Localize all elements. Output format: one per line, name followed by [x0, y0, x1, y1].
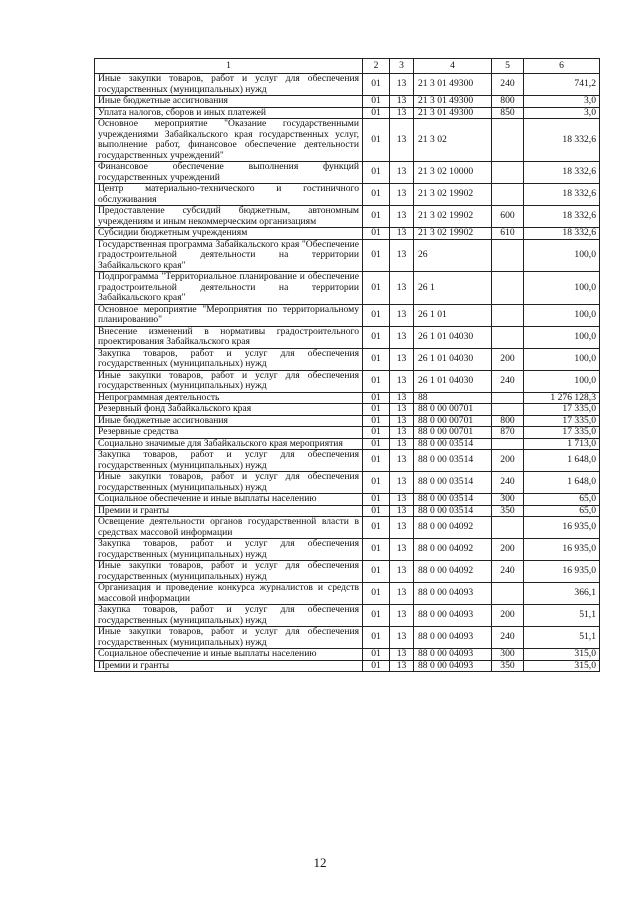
row-amount-cell: 100,0 [524, 304, 600, 326]
row-amount-cell: 3,0 [524, 96, 600, 108]
row-amount-cell: 17 335,0 [524, 415, 600, 427]
row-name-cell: Закупка товаров, работ и услуг для обеспечения государственных (муниципальных) нужд [95, 348, 363, 370]
table-row [95, 627, 600, 649]
table-row [95, 427, 600, 439]
row-amount-cell: 51,1 [524, 627, 600, 649]
table-row [95, 438, 600, 450]
table-row [95, 605, 600, 627]
row-section-cell: 01 [363, 505, 390, 517]
row-amount-cell: 100,0 [524, 326, 600, 348]
row-name-cell: Финансовое обеспечение выполнения функций государственных учреждений [95, 162, 363, 184]
row-article-cell: 88 0 00 00701 [414, 427, 492, 439]
row-name-cell: Иные бюджетные ассигнования [95, 415, 363, 427]
row-amount-cell: 315,0 [524, 660, 600, 672]
row-expense-type-cell: 800 [492, 415, 524, 427]
row-section-cell: 01 [363, 370, 390, 392]
row-article-cell: 88 [414, 392, 492, 404]
table-row [95, 96, 600, 108]
row-amount-cell: 315,0 [524, 649, 600, 661]
row-section-cell: 01 [363, 228, 390, 240]
row-name-cell: Социально значимые для Забайкальского края мероприятия [95, 438, 363, 450]
row-section-cell: 01 [363, 326, 390, 348]
row-name-cell: Государственная программа Забайкальского края "Обеспечение градостроительной деятельности на территории Забайкальского края" [95, 239, 363, 272]
row-section-cell: 01 [363, 660, 390, 672]
row-subsection-cell: 13 [390, 107, 414, 119]
row-expense-type-cell: 350 [492, 505, 524, 517]
table-row [95, 561, 600, 583]
page-number: 12 [313, 855, 327, 870]
row-expense-type-cell [492, 162, 524, 184]
table-row [95, 404, 600, 416]
row-section-cell: 01 [363, 272, 390, 305]
row-article-cell: 21 3 02 10000 [414, 162, 492, 184]
table-row [95, 450, 600, 472]
row-subsection-cell: 13 [390, 239, 414, 272]
row-amount-cell: 17 335,0 [524, 404, 600, 416]
row-section-cell: 01 [363, 96, 390, 108]
row-article-cell: 88 0 00 00701 [414, 404, 492, 416]
row-article-cell: 21 3 02 [414, 119, 492, 162]
row-section-cell: 01 [363, 627, 390, 649]
row-subsection-cell: 13 [390, 415, 414, 427]
table-row [95, 162, 600, 184]
row-subsection-cell: 13 [390, 438, 414, 450]
row-article-cell: 88 0 00 04092 [414, 561, 492, 583]
row-expense-type-cell: 240 [492, 74, 524, 96]
row-article-cell: 21 3 01 49300 [414, 96, 492, 108]
row-subsection-cell: 13 [390, 583, 414, 605]
table-row [95, 472, 600, 494]
row-name-cell: Предоставление субсидий бюджетным, автономным учреждениям и иным некоммерческим организациям [95, 206, 363, 228]
row-expense-type-cell: 800 [492, 96, 524, 108]
row-section-cell: 01 [363, 348, 390, 370]
row-subsection-cell: 13 [390, 184, 414, 206]
row-name-cell: Основное мероприятие "Мероприятия по территориальному планированию" [95, 304, 363, 326]
row-amount-cell: 18 332,6 [524, 119, 600, 162]
row-subsection-cell: 13 [390, 326, 414, 348]
row-subsection-cell: 13 [390, 206, 414, 228]
row-article-cell: 88 0 00 04093 [414, 605, 492, 627]
row-section-cell: 01 [363, 392, 390, 404]
table-row [95, 494, 600, 506]
row-expense-type-cell: 850 [492, 107, 524, 119]
table-row [95, 517, 600, 539]
table-row [95, 304, 600, 326]
row-section-cell: 01 [363, 162, 390, 184]
row-article-cell: 88 0 00 03514 [414, 505, 492, 517]
row-article-cell: 26 1 01 04030 [414, 326, 492, 348]
row-amount-cell: 18 332,6 [524, 206, 600, 228]
row-section-cell: 01 [363, 304, 390, 326]
row-subsection-cell: 13 [390, 370, 414, 392]
row-expense-type-cell: 200 [492, 605, 524, 627]
row-expense-type-cell: 240 [492, 561, 524, 583]
row-amount-cell: 741,2 [524, 74, 600, 96]
row-subsection-cell: 13 [390, 404, 414, 416]
table-row [95, 370, 600, 392]
row-article-cell: 88 0 00 03514 [414, 438, 492, 450]
row-subsection-cell: 13 [390, 450, 414, 472]
row-expense-type-cell: 300 [492, 649, 524, 661]
row-section-cell: 01 [363, 438, 390, 450]
row-article-cell: 88 0 00 00701 [414, 415, 492, 427]
row-subsection-cell: 13 [390, 649, 414, 661]
header-col-5: 5 [492, 59, 524, 74]
row-amount-cell: 100,0 [524, 348, 600, 370]
row-subsection-cell: 13 [390, 660, 414, 672]
row-name-cell: Подпрограмма "Территориальное планирование и обеспечение градостроительной деятельности на территории Забайкальского края" [95, 272, 363, 305]
row-amount-cell: 3,0 [524, 107, 600, 119]
row-article-cell: 88 0 00 03514 [414, 494, 492, 506]
row-expense-type-cell: 200 [492, 348, 524, 370]
row-article-cell: 88 0 00 04093 [414, 660, 492, 672]
row-subsection-cell: 13 [390, 505, 414, 517]
row-article-cell: 88 0 00 03514 [414, 450, 492, 472]
table-header [95, 59, 600, 74]
row-expense-type-cell: 870 [492, 427, 524, 439]
row-subsection-cell: 13 [390, 74, 414, 96]
row-subsection-cell: 13 [390, 627, 414, 649]
row-amount-cell: 65,0 [524, 505, 600, 517]
row-amount-cell: 100,0 [524, 370, 600, 392]
row-name-cell: Иные бюджетные ассигнования [95, 96, 363, 108]
row-expense-type-cell [492, 404, 524, 416]
table-row [95, 392, 600, 404]
table-row [95, 107, 600, 119]
row-name-cell: Резервные средства [95, 427, 363, 439]
row-name-cell: Иные закупки товаров, работ и услуг для обеспечения государственных (муниципальных) нужд [95, 561, 363, 583]
row-subsection-cell: 13 [390, 605, 414, 627]
row-name-cell: Освещение деятельности органов государственной власти в средствах массовой информации [95, 517, 363, 539]
row-article-cell: 26 [414, 239, 492, 272]
row-name-cell: Закупка товаров, работ и услуг для обеспечения государственных (муниципальных) нужд [95, 450, 363, 472]
row-section-cell: 01 [363, 427, 390, 439]
row-amount-cell: 366,1 [524, 583, 600, 605]
row-name-cell: Непрограммная деятельность [95, 392, 363, 404]
row-amount-cell: 1 276 128,3 [524, 392, 600, 404]
row-article-cell: 88 0 00 04092 [414, 517, 492, 539]
row-name-cell: Организация и проведение конкурса журналистов и средств массовой информации [95, 583, 363, 605]
table-row [95, 228, 600, 240]
row-amount-cell: 100,0 [524, 239, 600, 272]
row-expense-type-cell [492, 517, 524, 539]
row-article-cell: 26 1 01 04030 [414, 348, 492, 370]
row-article-cell: 21 3 02 19902 [414, 228, 492, 240]
row-article-cell: 88 0 00 04093 [414, 583, 492, 605]
row-amount-cell: 16 935,0 [524, 539, 600, 561]
row-expense-type-cell: 240 [492, 370, 524, 392]
row-name-cell: Социальное обеспечение и иные выплаты населению [95, 649, 363, 661]
row-section-cell: 01 [363, 517, 390, 539]
row-name-cell: Иные закупки товаров, работ и услуг для обеспечения государственных (муниципальных) нужд [95, 627, 363, 649]
row-subsection-cell: 13 [390, 304, 414, 326]
row-section-cell: 01 [363, 539, 390, 561]
row-section-cell: 01 [363, 494, 390, 506]
row-expense-type-cell: 600 [492, 206, 524, 228]
table-row [95, 583, 600, 605]
row-article-cell: 21 3 02 19902 [414, 206, 492, 228]
header-col-6: 6 [524, 59, 600, 74]
row-subsection-cell: 13 [390, 228, 414, 240]
row-subsection-cell: 13 [390, 272, 414, 305]
row-expense-type-cell: 200 [492, 450, 524, 472]
row-subsection-cell: 13 [390, 539, 414, 561]
row-amount-cell: 51,1 [524, 605, 600, 627]
table-row [95, 539, 600, 561]
row-name-cell: Социальное обеспечение и иные выплаты населению [95, 494, 363, 506]
row-article-cell: 88 0 00 03514 [414, 472, 492, 494]
row-subsection-cell: 13 [390, 392, 414, 404]
row-name-cell: Премии и гранты [95, 505, 363, 517]
row-amount-cell: 16 935,0 [524, 561, 600, 583]
table-header-row [95, 59, 600, 74]
row-section-cell: 01 [363, 450, 390, 472]
row-amount-cell: 18 332,6 [524, 162, 600, 184]
row-section-cell: 01 [363, 107, 390, 119]
row-subsection-cell: 13 [390, 494, 414, 506]
row-name-cell: Закупка товаров, работ и услуг для обеспечения государственных (муниципальных) нужд [95, 605, 363, 627]
row-article-cell: 21 3 02 19902 [414, 184, 492, 206]
table-row [95, 660, 600, 672]
table-row [95, 272, 600, 305]
row-section-cell: 01 [363, 74, 390, 96]
row-amount-cell: 18 332,6 [524, 228, 600, 240]
row-article-cell: 21 3 01 49300 [414, 107, 492, 119]
row-expense-type-cell [492, 304, 524, 326]
row-amount-cell: 1 648,0 [524, 472, 600, 494]
table-row [95, 649, 600, 661]
row-name-cell: Основное мероприятие "Оказание государственными учреждениями Забайкальского края государственных услуг, выполнение работ, финансовое обеспечение деятельности государственных учреждений" [95, 119, 363, 162]
row-subsection-cell: 13 [390, 517, 414, 539]
row-subsection-cell: 13 [390, 119, 414, 162]
row-subsection-cell: 13 [390, 162, 414, 184]
row-expense-type-cell: 200 [492, 539, 524, 561]
row-section-cell: 01 [363, 404, 390, 416]
header-col-1: 1 [95, 59, 363, 74]
row-amount-cell: 1 713,0 [524, 438, 600, 450]
row-expense-type-cell [492, 272, 524, 305]
table-row [95, 326, 600, 348]
row-name-cell: Иные закупки товаров, работ и услуг для обеспечения государственных (муниципальных) нужд [95, 472, 363, 494]
table-row [95, 206, 600, 228]
row-name-cell: Иные закупки товаров, работ и услуг для обеспечения государственных (муниципальных) нужд [95, 370, 363, 392]
row-name-cell: Центр материально-технического и гостиничного обслуживания [95, 184, 363, 206]
row-name-cell: Внесение изменений в нормативы градостроительного проектирования Забайкальского края [95, 326, 363, 348]
table-row [95, 74, 600, 96]
row-subsection-cell: 13 [390, 427, 414, 439]
row-name-cell: Субсидии бюджетным учреждениям [95, 228, 363, 240]
table-row [95, 239, 600, 272]
row-amount-cell: 100,0 [524, 272, 600, 305]
row-amount-cell: 1 648,0 [524, 450, 600, 472]
row-expense-type-cell [492, 119, 524, 162]
header-col-3: 3 [390, 59, 414, 74]
row-expense-type-cell [492, 438, 524, 450]
row-expense-type-cell [492, 326, 524, 348]
row-expense-type-cell [492, 184, 524, 206]
row-subsection-cell: 13 [390, 472, 414, 494]
row-article-cell: 88 0 00 04093 [414, 649, 492, 661]
row-name-cell: Уплата налогов, сборов и иных платежей [95, 107, 363, 119]
row-section-cell: 01 [363, 605, 390, 627]
row-expense-type-cell: 350 [492, 660, 524, 672]
row-section-cell: 01 [363, 184, 390, 206]
row-name-cell: Иные закупки товаров, работ и услуг для обеспечения государственных (муниципальных) нужд [95, 74, 363, 96]
row-name-cell: Премии и гранты [95, 660, 363, 672]
row-article-cell: 26 1 [414, 272, 492, 305]
row-expense-type-cell: 240 [492, 472, 524, 494]
row-name-cell: Закупка товаров, работ и услуг для обеспечения государственных (муниципальных) нужд [95, 539, 363, 561]
table-row [95, 348, 600, 370]
row-name-cell: Резервный фонд Забайкальского края [95, 404, 363, 416]
row-section-cell: 01 [363, 206, 390, 228]
row-section-cell: 01 [363, 119, 390, 162]
row-article-cell: 26 1 01 04030 [414, 370, 492, 392]
row-subsection-cell: 13 [390, 348, 414, 370]
row-section-cell: 01 [363, 239, 390, 272]
table-row [95, 505, 600, 517]
row-section-cell: 01 [363, 561, 390, 583]
row-amount-cell: 17 335,0 [524, 427, 600, 439]
row-amount-cell: 18 332,6 [524, 184, 600, 206]
header-col-4: 4 [414, 59, 492, 74]
row-expense-type-cell [492, 239, 524, 272]
row-section-cell: 01 [363, 583, 390, 605]
table-row [95, 184, 600, 206]
row-subsection-cell: 13 [390, 96, 414, 108]
row-article-cell: 88 0 00 04093 [414, 627, 492, 649]
table-row [95, 119, 600, 162]
row-amount-cell: 65,0 [524, 494, 600, 506]
header-col-2: 2 [363, 59, 390, 74]
row-section-cell: 01 [363, 472, 390, 494]
row-expense-type-cell: 300 [492, 494, 524, 506]
row-article-cell: 21 3 01 49300 [414, 74, 492, 96]
row-article-cell: 26 1 01 [414, 304, 492, 326]
row-section-cell: 01 [363, 649, 390, 661]
row-expense-type-cell [492, 583, 524, 605]
row-section-cell: 01 [363, 415, 390, 427]
table-row [95, 415, 600, 427]
table-body [95, 74, 600, 672]
budget-table [94, 58, 600, 672]
row-article-cell: 88 0 00 04092 [414, 539, 492, 561]
row-expense-type-cell [492, 392, 524, 404]
row-expense-type-cell: 610 [492, 228, 524, 240]
row-subsection-cell: 13 [390, 561, 414, 583]
row-expense-type-cell: 240 [492, 627, 524, 649]
row-amount-cell: 16 935,0 [524, 517, 600, 539]
